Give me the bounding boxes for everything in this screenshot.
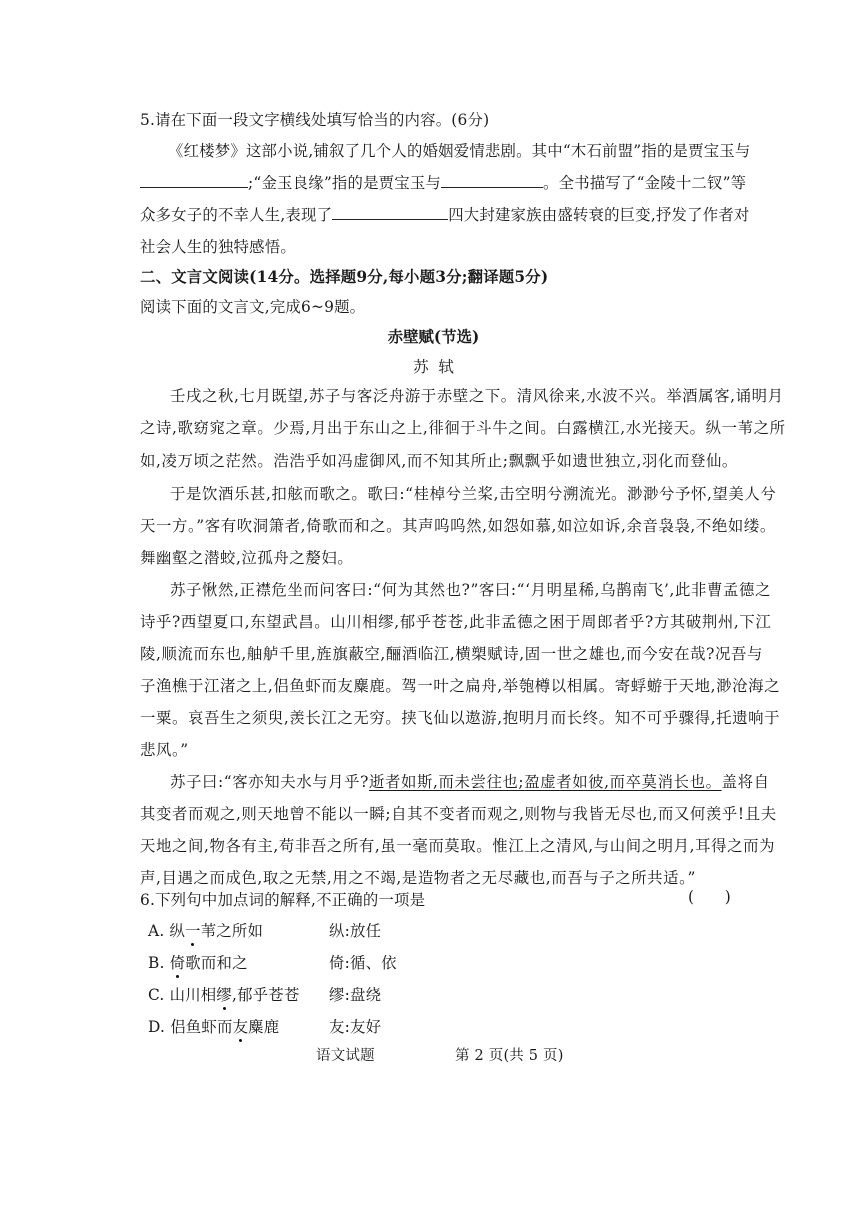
passage-p1-line: 如,凌万顷之茫然。浩浩乎如冯虚御风,而不知其所止;飘飘乎如遗世独立,羽化而登仙。 (140, 452, 738, 470)
section-2-heading: 二、文言文阅读(14分。选择题9分,每小题3分;翻译题5分) (140, 268, 549, 286)
passage-p3-line: 子渔樵于江渚之上,侣鱼虾而友麋鹿。驾一叶之扁舟,举匏樽以相属。寄蜉蝣于天地,渺沧海之 (140, 677, 781, 695)
section-2-instruction: 阅读下面的文言文,完成6~9题。 (140, 298, 366, 316)
passage-p4-line: 苏子曰:“客亦知夫水与月乎?逝者如斯,而未尝往也;盈虚者如彼,而卒莫消长也。盖将自 (170, 773, 770, 791)
q6-option-c-gloss: 缪:盘绕 (329, 986, 382, 1004)
answer-paren[interactable]: ( ) (688, 888, 731, 906)
q6-option-d-gloss: 友:友好 (329, 1018, 382, 1036)
underlined-sentence: 逝者如斯,而未尝往也; (369, 773, 525, 791)
passage-p2-line: 天一方。”客有吹洞箫者,倚歌而和之。其声呜呜然,如怨如慕,如泣如诉,余音袅袅,不绝如缕。 (140, 517, 776, 535)
passage-p3-line: 一粟。哀吾生之须臾,羡长江之无穷。挟飞仙以遨游,抱明月而长终。知不可乎骤得,托遗响于 (140, 709, 781, 727)
passage-p3-line: 悲风。” (140, 741, 189, 759)
q5-line-2: ;“金玉良缘”指的是贾宝玉与 。全书描写了“金陵十二钗”等 (140, 171, 746, 193)
q6-prompt: 6.下列句中加点词的解释,不正确的一项是 (140, 891, 426, 909)
q6-option-a-gloss: 纵:放任 (329, 922, 382, 940)
passage-p2-line: 舞幽壑之潜蛟,泣孤舟之嫠妇。 (140, 549, 354, 567)
answer-blank-2[interactable] (441, 173, 543, 188)
passage-p4-line: 声,目遇之而成色,取之无禁,用之不竭,是造物者之无尽藏也,而吾与子之所共适。” (140, 869, 696, 887)
q6-option-a[interactable]: A. 纵一苇之所如 (148, 922, 264, 940)
answer-blank-3[interactable] (332, 205, 448, 220)
passage-p4-line: 天地之间,物各有主,苟非吾之所有,虽一毫而莫取。惟江上之清风,与山间之明月,耳得之而为 (140, 837, 776, 855)
q5-prompt: 5.请在下面一段文字横线处填写恰当的内容。(6分) (140, 111, 490, 129)
footer-subject: 语文试题 (316, 1048, 375, 1064)
passage-title: 赤壁赋(节选) (387, 328, 480, 346)
q6-option-d[interactable]: D. 侣鱼虾而友麋鹿 (148, 1018, 280, 1036)
answer-blank-1[interactable] (140, 173, 248, 188)
dotted-word: 缪 (216, 986, 232, 1004)
passage-p1-line: 壬戌之秋,七月既望,苏子与客泛舟游于赤壁之下。清风徐来,水波不兴。举酒属客,诵明月 (170, 387, 784, 405)
passage-p1-line: 之诗,歌窈窕之章。少焉,月出于东山之上,徘徊于斗牛之间。白露横江,水光接天。纵一苇之所 (140, 419, 786, 437)
q6-option-c[interactable]: C. 山川相缪,郁乎苍苍 (148, 986, 300, 1004)
passage-p3-line: 陵,顺流而东也,舳舻千里,旌旗蔽空,酾酒临江,横槊赋诗,固一世之雄也,而今安在哉?况吾与 (140, 645, 763, 663)
passage-p3-line: 诗乎?西望夏口,东望武昌。山川相缪,郁乎苍苍,此非孟德之困于周郎者乎?方其破荆州,下江 (140, 613, 772, 631)
passage-author: 苏 轼 (413, 358, 454, 376)
q5-line-1: 《红楼梦》这部小说,铺叙了几个人的婚姻爱情悲剧。其中“木石前盟”指的是贾宝玉与 (168, 142, 751, 160)
passage-p2-line: 于是饮酒乐甚,扣舷而歌之。歌曰:“桂棹兮兰桨,击空明兮溯流光。渺渺兮予怀,望美人兮 (170, 485, 777, 503)
dotted-word: 友 (232, 1018, 249, 1036)
passage-p4-line: 其变者而观之,则天地曾不能以一瞬;自其不变者而观之,则物与我皆无尽也,而又何羡乎!且夫 (140, 805, 777, 823)
underlined-sentence: 盈虚者如彼,而卒莫消长也。 (524, 773, 722, 791)
q6-option-b-gloss: 倚:循、依 (329, 954, 397, 972)
footer-page-number: 第 2 页(共 5 页) (455, 1048, 564, 1064)
passage-p3-line: 苏子愀然,正襟危坐而问客曰:“何为其然也?”客曰:“‘月明星稀,乌鹊南飞’,此非曹孟德之 (170, 581, 771, 599)
q5-line-3: 众多女子的不幸人生,表现了 四大封建家族由盛转衰的巨变,抒发了作者对 (140, 206, 750, 224)
q6-option-b[interactable]: B. 倚歌而和之 (148, 954, 248, 972)
dotted-word: 一 (185, 922, 201, 940)
q5-line-4: 社会人生的独特感悟。 (140, 238, 296, 256)
dotted-word: 倚 (169, 954, 186, 972)
